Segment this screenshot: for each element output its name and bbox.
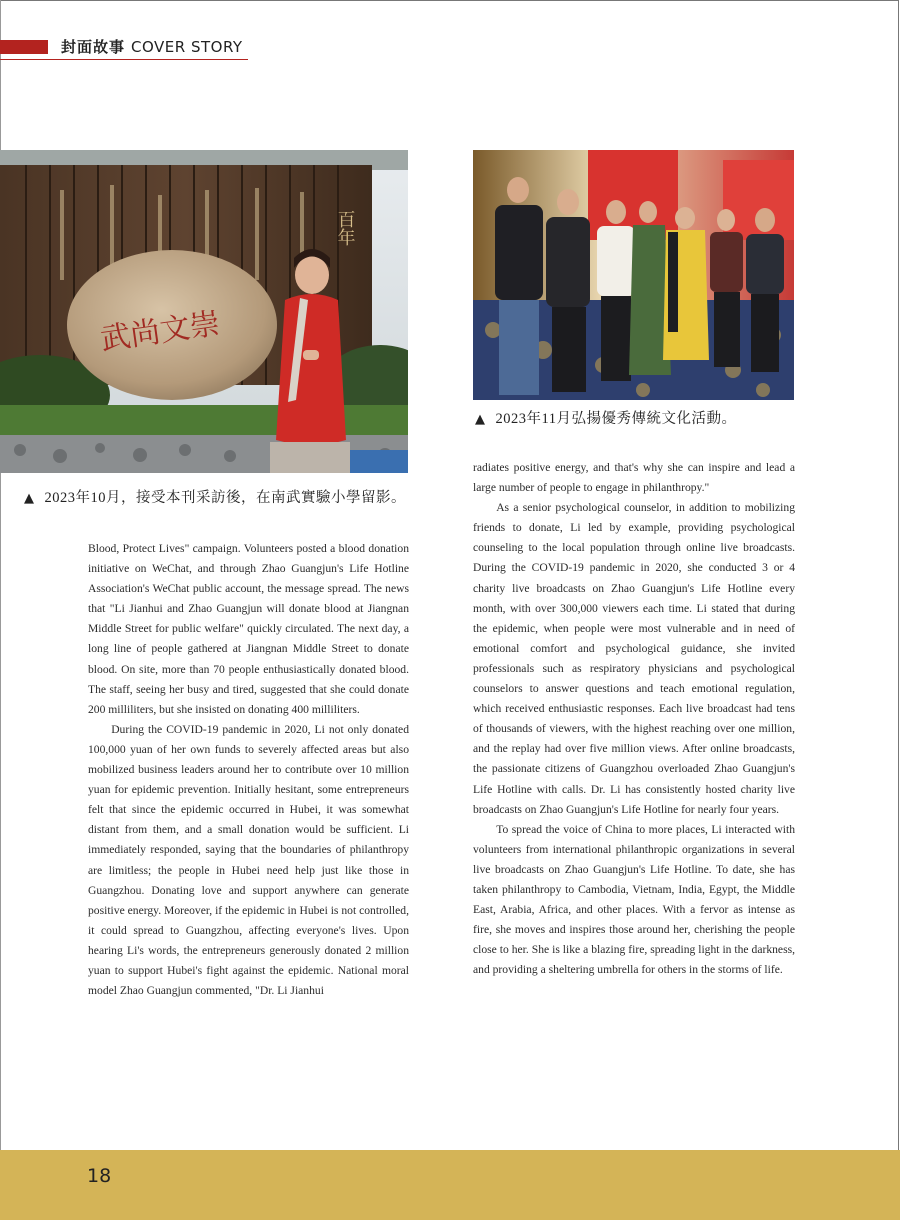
paragraph: During the COVID-19 pandemic in 2020, Li not only donated 100,000 yuan of her own funds to severely affected areas but also mobilized business leaders around her to contribute over 10 million yuan for epidemic prevention. Initially hesitant, some entrepreneurs felt that since the epidemic occurred in Hubei, it was somewhat distant from them, and a small donation would be sufficient. Li immediately responded, saying that the boundaries of philanthropy are limitless; the people in Hubei need help just like those in Guangzhou. Donating love and support anywhere can generate positive energy. Moreover, if the epidemic in Hubei is not controlled, it could spread to Guangzhou, affecting everyone's lives. Upon hearing Li's words, the entrepreneurs generously donated 2 million yuan to support Hubei's fight against the epidemic. National moral model Zhao Guangjun commented, "Dr. Li Jianhui: [88, 722, 409, 998]
rock-inscription: 武尚文崇: [98, 306, 223, 358]
page-footer-band: [0, 1150, 900, 1220]
caption-text: 2023年11月弘揚優秀傳統文化活動。: [495, 411, 737, 427]
caption-marker-icon: ▲: [24, 491, 35, 506]
paragraph: Blood, Protect Lives" campaign. Volunteers posted a blood donation initiative on WeChat, and through Zhao Guangjun's Life Hotline Association's WeChat public account, the message spread. The news that "Li Jianhui and Zhao Guangjun will donate blood at Jiangnan Middle Street for public welfare" quickly circulated. The next day, a long line of people gathered at Jiangnan Middle Street to donate blood. On site, more than 70 people enthusiastically donated blood. The staff, seeing her busy and tired, suggested that she could donate 200 milliliters, but she insisted on donating 400 milliliters.: [88, 542, 409, 716]
page-number: 18: [87, 1165, 112, 1187]
section-header: [61, 36, 243, 57]
section-title-zh: 封面故事: [61, 38, 126, 56]
section-title-en: COVER STORY: [131, 38, 243, 56]
photo-caption-left: [24, 486, 406, 507]
article-column-right: [473, 458, 795, 980]
article-column-left: [88, 539, 409, 1001]
paragraph: radiates positive energy, and that's why she can inspire and lead a large number of people to engage in philanthropy.": [473, 461, 795, 495]
photo-caption-right: [475, 407, 736, 428]
caption-marker-icon: ▲: [475, 412, 486, 427]
photo-cultural-event: [473, 150, 794, 400]
header-underline: [0, 59, 248, 60]
caption-text: 2023年10月，接受本刊采訪後，在南武實驗小學留影。: [44, 490, 406, 506]
header-accent-bar: [0, 40, 48, 54]
paragraph: As a senior psychological counselor, in addition to mobilizing friends to donate, Li led by example, providing psychological counseling to the local population through online live broadcasts. During the COVID-19 pandemic in 2020, she conducted 3 or 4 charity live broadcasts on Zhao Guangjun's Life Hotline every month, with over 300,000 viewers each time. Li stated that during the epidemic, when people were most vulnerable and in need of emotional comfort and psychological guidance, she invited professionals such as respiratory physicians and psychological counselors to answer questions and teach emotional regulation, which received enthusiastic responses. Each live broadcast had tens of thousands of viewers, with the highest reaching over one million, and the replay had over five million views. After online broadcasts, the passionate citizens of Guangzhou overloaded Zhao Guangjun's Life Hotline with calls. Dr. Li has consistently hosted charity live broadcasts on Zhao Guangjun's Life Hotline for nearly four years.: [473, 501, 795, 816]
photo-school-visit: [0, 150, 408, 473]
svg-text:百年: 百年: [334, 210, 356, 246]
paragraph: To spread the voice of China to more places, Li interacted with volunteers from international philanthropic organizations in several live broadcasts on Zhao Guangjun's Life Hotline. To date, she has taken philanthropy to Cambodia, Vietnam, India, Egypt, the Middle East, Arabia, Africa, and other places. With a fervor as intense as fire, she moves and inspires those around her, cherishing the people close to her. She is like a blazing fire, spreading light in the darkness, and providing a sheltering umbrella for others in the storms of life.: [473, 822, 795, 977]
